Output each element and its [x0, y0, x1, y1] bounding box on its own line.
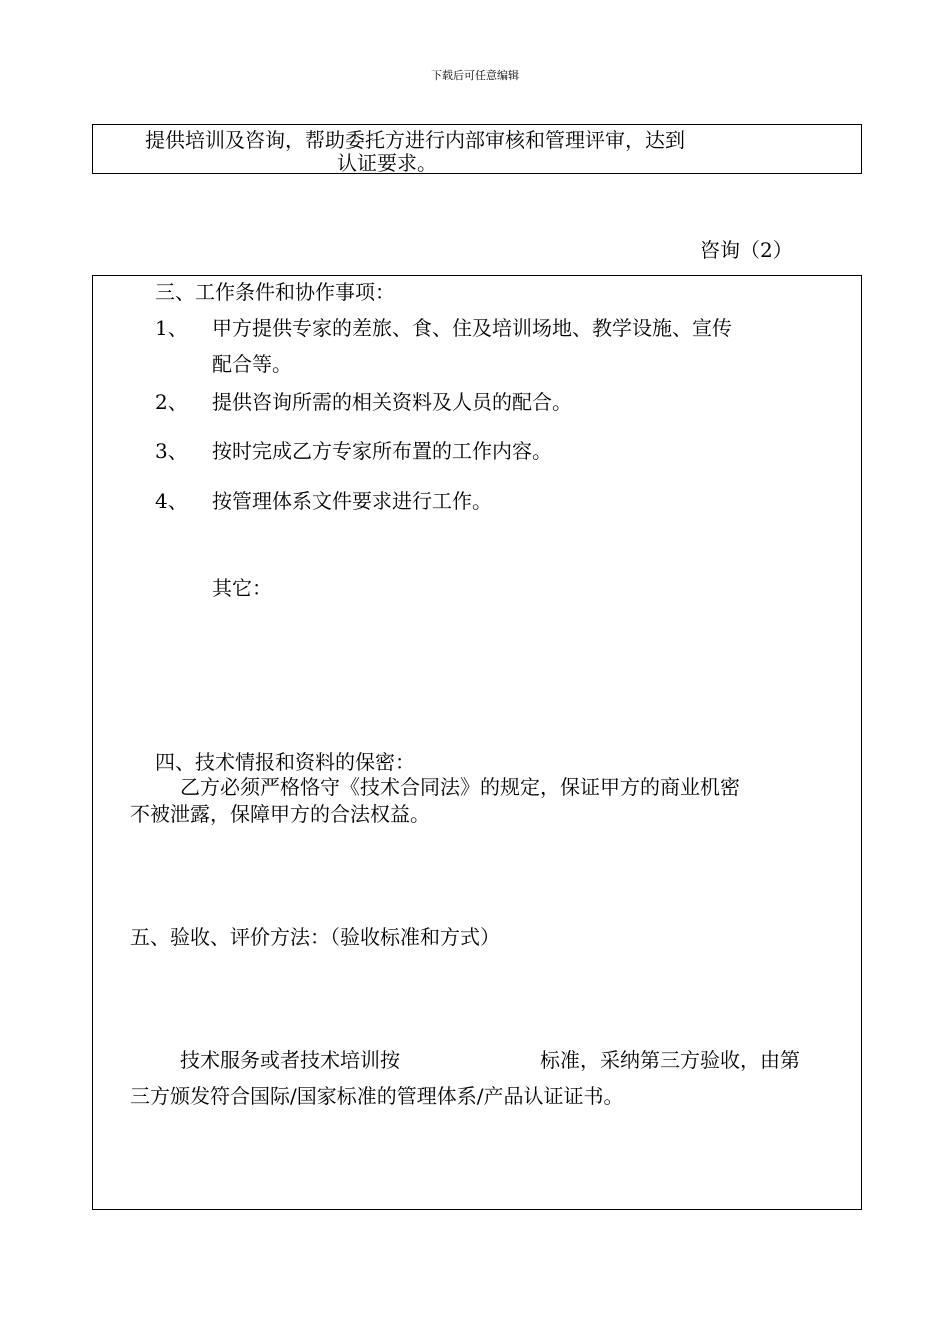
service-content-line-2: 认证要求。 [337, 151, 437, 175]
section5-line-1-part-1: 技术服务或者技术培训按 [180, 1048, 400, 1072]
other-label: 其它： [212, 576, 272, 600]
section5-line-1-part-2: 标准，采纳第三方验收，由第 [540, 1048, 800, 1072]
item4-text: 按管理体系文件要求进行工作。 [212, 489, 492, 513]
item3-number: 3、 [155, 439, 188, 463]
item1-number: 1、 [155, 316, 188, 340]
section5-line-2: 三方颁发符合国际/国家标准的管理体系/产品认证证书。 [130, 1084, 624, 1108]
item2-number: 2、 [155, 390, 188, 414]
item2-text: 提供咨询所需的相关资料及人员的配合。 [212, 390, 572, 414]
item1-text-line-1: 甲方提供专家的差旅、食、住及培训场地、教学设施、宣传 [212, 316, 732, 340]
section3-heading: 三、工作条件和协作事项： [155, 280, 395, 304]
section5-heading: 五、验收、评价方法：（验收标准和方式） [130, 925, 500, 949]
section4-heading: 四、技术情报和资料的保密： [155, 750, 415, 774]
service-content-line-1: 提供培训及咨询，帮助委托方进行内部审核和管理评审，达到 [145, 128, 685, 152]
section4-line-1: 乙方必须严格恪守《技术合同法》的规定，保证甲方的商业机密 [180, 775, 740, 799]
item4-number: 4、 [155, 489, 188, 513]
section4-line-2: 不被泄露，保障甲方的合法权益。 [130, 802, 430, 826]
page-label: 咨询（2） [700, 238, 793, 262]
item3-text: 按时完成乙方专家所布置的工作内容。 [212, 439, 552, 463]
header-note: 下载后可任意编辑 [431, 69, 519, 82]
item1-text-line-2: 配合等。 [212, 352, 292, 376]
